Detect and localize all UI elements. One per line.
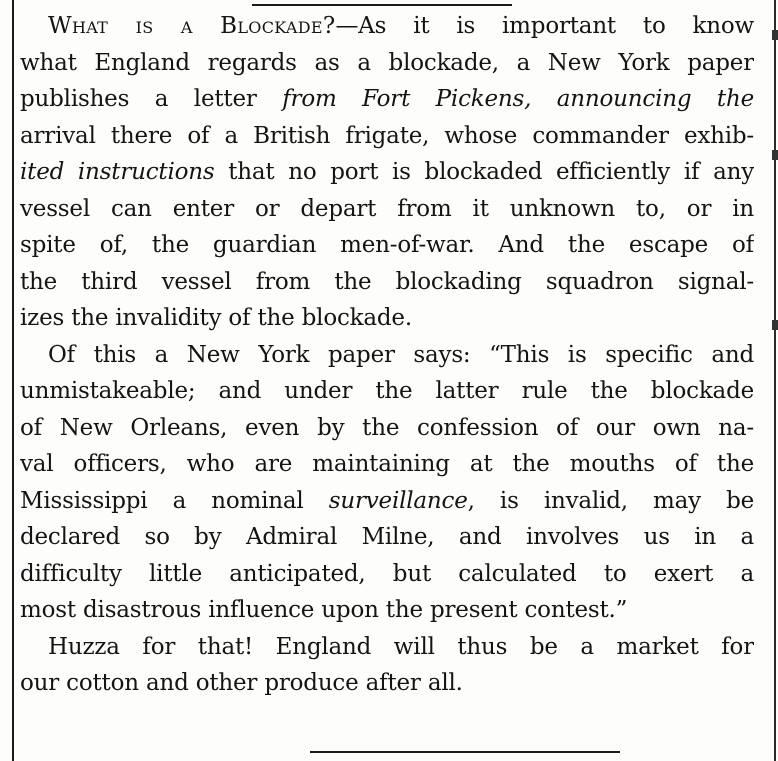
paragraph-3-line-1: Huzza for that! England will thus be a market for — [48, 633, 754, 660]
text-run: Mississippi a nominal — [20, 487, 329, 514]
column-rule-left — [12, 0, 14, 761]
paragraph-1-line-8: the third vessel from the blockading squadron signal- — [20, 268, 754, 295]
paragraph-1-line-1 — [20, 8, 754, 45]
paragraph-2-line-6: declared so by Admiral Milne, and involves us in a — [20, 524, 754, 550]
column-rule-right — [774, 0, 776, 761]
paragraph-1-line-4: arrival there of a British frigate, whose commander exhib- — [20, 122, 754, 149]
margin-mark — [772, 30, 778, 40]
text-run-italic: ited instructions — [20, 159, 215, 185]
article-heading: What is a Blockade? — [48, 13, 336, 39]
text-run: , is invalid, may be — [467, 487, 754, 514]
text-run-italic: surveillance — [328, 487, 468, 514]
text-run: —As it is important to know — [335, 13, 754, 39]
paragraph-1-line-6: vessel can enter or depart from it unknown to, or in — [20, 195, 754, 222]
paragraph-2-line-7: difficulty little anticipated, but calculated to exert a — [20, 560, 754, 587]
separator-rule-bottom — [310, 751, 620, 753]
paragraph-1-line-2: what England regards as a blockade, a New York paper — [20, 49, 754, 76]
paragraph-2-line-8: most disastrous influence upon the present contest.” — [20, 597, 628, 623]
paragraph-1-line-9: izes the invalidity of the blockade. — [20, 305, 412, 331]
article-body — [20, 8, 754, 702]
paragraph-3-line-2: our cotton and other produce after all. — [20, 670, 463, 696]
text-run: publishes a letter — [20, 86, 283, 112]
paragraph-2-line-5 — [20, 483, 754, 520]
paragraph-1-line-7: spite of, the guardian men-of-war. And the escape of — [20, 232, 754, 258]
margin-mark — [772, 150, 778, 160]
text-run: that no port is blockaded efficiently if any — [214, 159, 754, 185]
paragraph-2-line-4: val officers, who are maintaining at the mouths of the — [20, 451, 754, 477]
paragraph-1-line-3 — [20, 81, 754, 118]
paragraph-2-line-1: Of this a New York paper says: “This is specific and — [48, 341, 754, 368]
margin-mark — [772, 320, 778, 330]
text-run-italic: from Fort Pickens, announcing the — [282, 86, 754, 112]
paragraph-2-line-2: unmistakeable; and under the latter rule the blockade — [20, 378, 754, 404]
paragraph-2-line-3: of New Orleans, even by the confession of our own na- — [20, 414, 754, 441]
paragraph-1-line-5 — [20, 154, 754, 191]
separator-rule-top — [252, 4, 512, 6]
